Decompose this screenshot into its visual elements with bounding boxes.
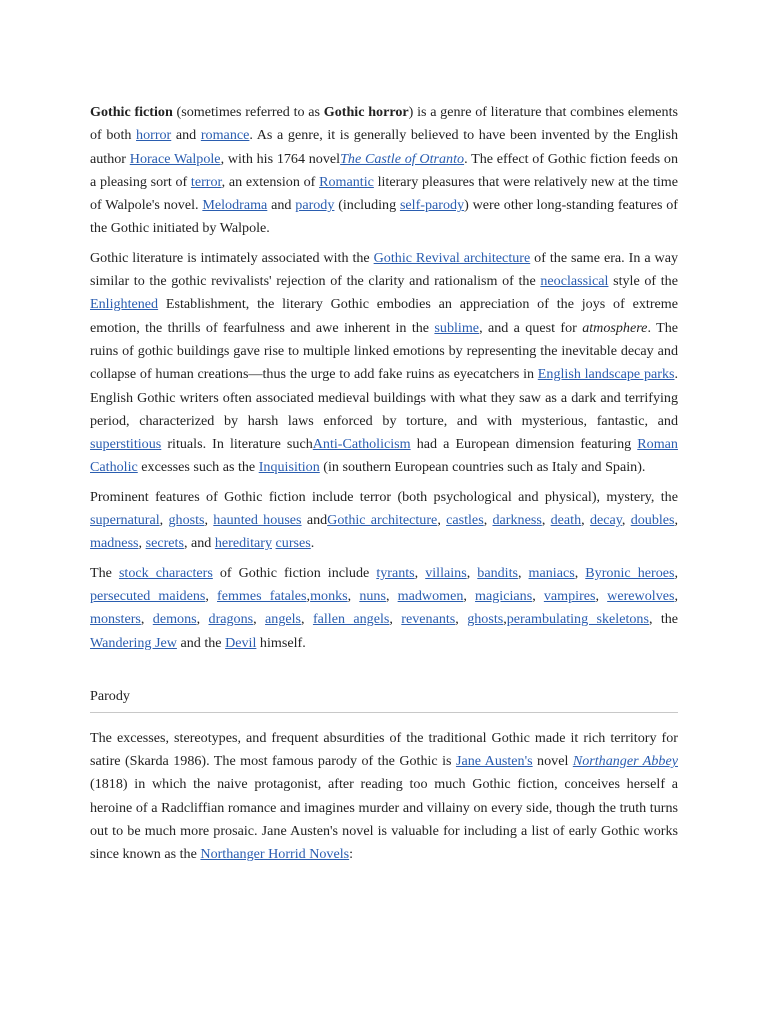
text-run: , [138,535,146,552]
link-tyrants[interactable]: tyrants [376,564,415,581]
link-northanger-abbey[interactable]: Northanger Abbey [572,753,678,770]
text-run: , [414,564,426,581]
link-self-parody[interactable]: self-parody [399,197,465,214]
text-run: , [674,564,679,581]
link-roman-catholic[interactable]: Roman Catholic [90,436,678,476]
link-gothic-architecture[interactable]: Gothic architecture [327,512,438,529]
link-fallen-angels[interactable]: fallen angels [312,611,390,628]
link-angels[interactable]: angels [265,611,302,628]
text-run: The [90,564,119,581]
link-enlightened[interactable]: Enlightened [90,296,159,313]
link-anti-catholicism[interactable]: Anti-Catholicism [312,436,411,453]
text-run: , [674,587,679,604]
text-run: , [253,611,266,628]
text-run: ) were other long-standing features of the Gothic initiated by Walpole. [90,197,678,237]
text-run: and the [176,634,226,651]
link-romance[interactable]: romance [200,127,250,144]
link-sublime[interactable]: sublime [434,319,480,336]
text-run: style of the [608,273,678,290]
text-run: rituals. In literature such [161,436,313,453]
text-run: (1818) in which the naive protagonist, after reading too much Gothic fiction, conceives herself a heroine of a Radcliffian romance and imagines murder and villainy on every side, though the truth turns out to be much more prosaic. Jane Austen's novel is valuable for including a list of early Gothic works since known as the [90,776,678,863]
text-run: Prominent features of Gothic fiction include terror (both psychological and physical), mystery, the [90,488,678,505]
link-doubles[interactable]: doubles [630,512,675,529]
link-demons[interactable]: demons [152,611,197,628]
link-secrets[interactable]: secrets [145,535,184,552]
link-inquisition[interactable]: Inquisition [258,459,320,476]
link-neoclassical[interactable]: neoclassical [540,273,609,290]
link-magicians[interactable]: magicians [475,587,533,604]
text-run: Establishment, the literary Gothic embodies an appreciation of the joys of extreme emotion, the thrills of fearfulness and awe inherent in the [90,296,678,336]
text-run: of the same era. In a way similar to the gothic revivalists' rejection of the clarity and rationalism of the [90,249,679,290]
link-jane-austen-s[interactable]: Jane Austen's [455,753,533,770]
text-run: . The effect of Gothic fiction feeds on a pleasing sort of [90,150,679,190]
text-run: , [503,611,507,628]
text-run: , with his 1764 novel [220,150,341,167]
link-madness[interactable]: madness [90,535,139,552]
text-run: novel [532,753,573,770]
link-northanger-horrid-novels[interactable]: Northanger Horrid Novels [200,846,350,863]
bold-term: Gothic horror [323,104,409,120]
text-run: , [517,564,529,581]
text-run: , [306,587,311,604]
link-nuns[interactable]: nuns [359,587,386,604]
link-maniacs[interactable]: maniacs [528,564,575,581]
paragraph-architecture [90,247,678,480]
link-perambulating-skeletons[interactable]: perambulating skeletons [506,611,649,628]
text-run: , [347,587,360,604]
text-run: , [205,587,218,604]
text-run: excesses such as the [137,459,259,476]
link-the-castle-of-otranto[interactable]: The Castle of Otranto [340,150,465,167]
link-stock-characters[interactable]: stock characters [118,564,213,581]
link-bandits[interactable]: bandits [477,564,518,581]
text-run: and [301,512,328,529]
text-run: had a European dimension featuring [410,436,638,453]
link-decay[interactable]: decay [589,512,622,529]
text-run: , [581,512,590,529]
text-run: , the [648,611,679,628]
text-run: . [310,535,315,552]
link-death[interactable]: death [550,512,582,529]
link-darkness[interactable]: darkness [492,512,542,529]
text-run: , [196,611,209,628]
link-vampires[interactable]: vampires [543,587,596,604]
link-persecuted-maidens[interactable]: persecuted maidens [90,587,206,604]
text-run: (sometimes referred to as [172,104,324,120]
text-run: , [301,611,313,628]
text-run: , [455,611,468,628]
text-run: , and [183,535,215,552]
text-run: , [532,587,544,604]
bold-term: Gothic fiction [90,104,173,120]
link-monsters[interactable]: monsters [90,611,141,628]
link-parody[interactable]: parody [295,197,335,214]
link-horror[interactable]: horror [136,127,172,144]
link-curses[interactable]: curses [275,535,311,552]
text-run: , [674,512,679,529]
link-horace-walpole[interactable]: Horace Walpole [129,150,221,167]
text-run: . As a genre, it is generally believed to have been invented by the English author [90,127,678,167]
link-haunted-houses[interactable]: haunted houses [213,512,302,529]
section-heading-parody: Parody [90,683,678,713]
text-run: and [267,197,296,214]
link-ghosts[interactable]: ghosts [467,611,504,628]
link-romantic[interactable]: Romantic [319,173,374,190]
text-run: , [595,587,608,604]
link-melodrama[interactable]: Melodrama [202,197,268,214]
text-run: Gothic literature is intimately associated with the [90,249,374,266]
text-run: , and a quest for [479,319,583,336]
link-supernatural[interactable]: supernatural [90,512,160,529]
link-hereditary[interactable]: hereditary [214,535,273,552]
text-run: (including [334,197,400,214]
text-run: , [466,564,478,581]
text-run: , [574,564,586,581]
link-monks[interactable]: monks [310,587,348,604]
text-run: , [159,512,169,529]
text-run: : [349,846,354,863]
text-run: , [541,512,551,529]
italic-term: atmosphere [582,319,648,336]
link-gothic-revival-architecture[interactable]: Gothic Revival architecture [373,249,531,266]
paragraph-stock-characters [90,562,678,655]
text-run: of Gothic fiction include [212,564,377,581]
text-run: , [483,512,493,529]
text-run: , [463,587,476,604]
link-byronic-heroes[interactable]: Byronic heroes [585,564,675,581]
article-body [90,101,678,867]
text-run: The excesses, stereotypes, and frequent absurdities of the traditional Gothic made it rich territory for satire (Skarda 1986). The most famous parody of the Gothic is [90,729,678,770]
link-ghosts[interactable]: ghosts [168,512,205,529]
text-run: . English Gothic writers often associated medieval buildings with what they saw as a dark and terrifying period, characterized by harsh laws enforced by torture, and with mysterious, fantastic, and [90,366,679,429]
paragraph-parody [90,727,678,867]
link-terror[interactable]: terror [190,173,222,190]
text-run: ) is a genre of literature that combines elements of both [90,104,678,144]
link-revenants[interactable]: revenants [401,611,456,628]
link-villains[interactable]: villains [425,564,467,581]
link-superstitious[interactable]: superstitious [90,436,162,453]
text-run: , [385,587,398,604]
link-werewolves[interactable]: werewolves [607,587,675,604]
text-run: himself. [256,634,306,651]
link-madwomen[interactable]: madwomen [397,587,464,604]
text-run: , [204,512,214,529]
text-run: , an extension of [221,173,320,190]
paragraph-features [90,486,678,556]
text-run: , [437,512,447,529]
text-run: . The ruins of gothic buildings gave rise to multiple linked emotions by representing the inevitable decay and collapse of human creations—thus the urge to add fake ruins as eyecatchers in [90,319,678,383]
link-english-landscape-parks[interactable]: English landscape parks [537,366,675,383]
text-run: and [171,127,201,144]
text-run: , [140,611,153,628]
text-run: (in southern European countries such as Italy and Spain). [319,459,646,476]
text-run: , [621,512,631,529]
link-femmes-fatales[interactable]: femmes fatales [217,587,307,604]
paragraph-intro [90,101,678,241]
link-dragons[interactable]: dragons [208,611,254,628]
link-wandering-jew[interactable]: Wandering Jew [90,634,177,651]
link-castles[interactable]: castles [446,512,484,529]
link-devil[interactable]: Devil [225,634,257,651]
text-run: , [389,611,402,628]
text-run: literary pleasures that were relatively new at the time of Walpole's novel. [90,173,678,214]
